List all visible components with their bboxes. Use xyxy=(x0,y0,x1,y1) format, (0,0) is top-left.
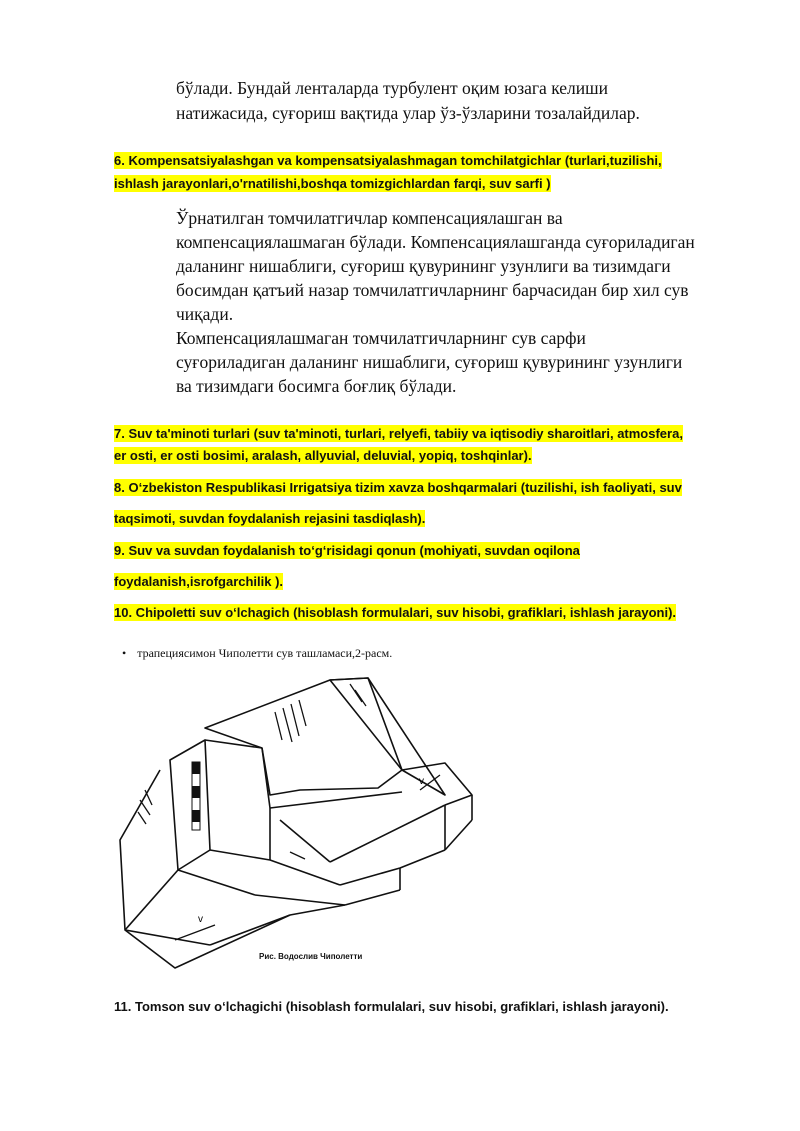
answer-line: суғориладиган даланинг нишаблиги, суғориш қувурининг узунлиги xyxy=(176,352,683,372)
figure-caption-text: трапециясимон Чиполетти сув ташламаси,2-расм. xyxy=(137,646,393,660)
answer-line: компенсациялашмаган бўлади. Компенсациялашганда суғориладиган xyxy=(176,232,695,252)
velocity-label-upper: v xyxy=(419,776,424,787)
upper-slope xyxy=(205,678,402,795)
question-10: 10. Chipoletti suv o‘lchagich (hisoblash formulalari, suv hisobi, grafiklari, ishlash jarayoni). xyxy=(114,605,677,620)
question-6-line-1: 6. Kompensatsiyalashgan va kompensatsiyalashmagan tomchilatgichlar (turlari,tuzilishi, xyxy=(114,153,662,168)
question-7-line-2: er osti, er osti bosimi, aralash, allyuvial, deluvial, yopiq, toshqinlar). xyxy=(114,448,532,463)
right-upper-bank xyxy=(330,678,445,795)
question-9-line-2: foydalanish,isrofgarchilik ). xyxy=(114,574,284,589)
velocity-label-lower: v xyxy=(198,914,203,925)
answer-line: Ўрнатилган томчилатгичлар компенсациялашган ва xyxy=(176,208,563,228)
answer-line: Компенсациялашмаган томчилатгичларнинг сув сарфи xyxy=(176,328,586,348)
lower-left-bank xyxy=(120,770,290,968)
figure-caption-bottom: Рис. Водослив Чиполетти xyxy=(259,952,363,961)
answer-line: ва тизимдаги босимга боғлиқ бўлади. xyxy=(176,376,457,396)
answer-line: босимдан қатъий назар томчилатгичларнинг барчасидан бир хил сув xyxy=(176,280,689,300)
question-8-line-1: 8. O‘zbekiston Respublikasi Irrigatsiya tizim xavza boshqarmalari (tuzilishi, ish faoliyati, suv xyxy=(114,480,682,495)
left-wall xyxy=(170,740,210,870)
answer-line: чиқади. xyxy=(176,304,234,324)
question-7-line-1: 7. Suv ta'minoti turlari (suv ta'minoti, turlari, relyefi, tabiiy va iqtisodiy sharoitlari, atmosfera, xyxy=(114,426,683,441)
intro-line-1: бўлади. Бундай ленталарда турбулент оқим юзага келиши xyxy=(176,78,608,98)
question-11: 11. Tomson suv o‘lchagichi (hisoblash formulalari, suv hisobi, grafiklari, ishlash jarayoni). xyxy=(114,999,669,1014)
bullet: • xyxy=(122,646,127,660)
staff-gauge-icon xyxy=(192,762,200,830)
intro-line-2: натижасида, суғориш вақтида улар ўз-ўзларини тозалайдилар. xyxy=(176,103,640,123)
question-8-line-2: taqsimoti, suvdan foydalanish rejasini tasdiqlash). xyxy=(114,511,426,526)
question-9-line-1: 9. Suv va suvdan foydalanish to‘g‘risidagi qonun (mohiyati, suvdan oqilona xyxy=(114,543,580,558)
slope-hatching xyxy=(138,684,366,824)
question-6-line-2: ishlash jarayonlari,o'rnatilishi,boshqa tomizgichlardan farqi, suv sarfi ) xyxy=(114,176,551,191)
answer-line: даланинг нишаблиги, суғориш қувурининг узунлиги ва тизимдаги xyxy=(176,256,671,276)
